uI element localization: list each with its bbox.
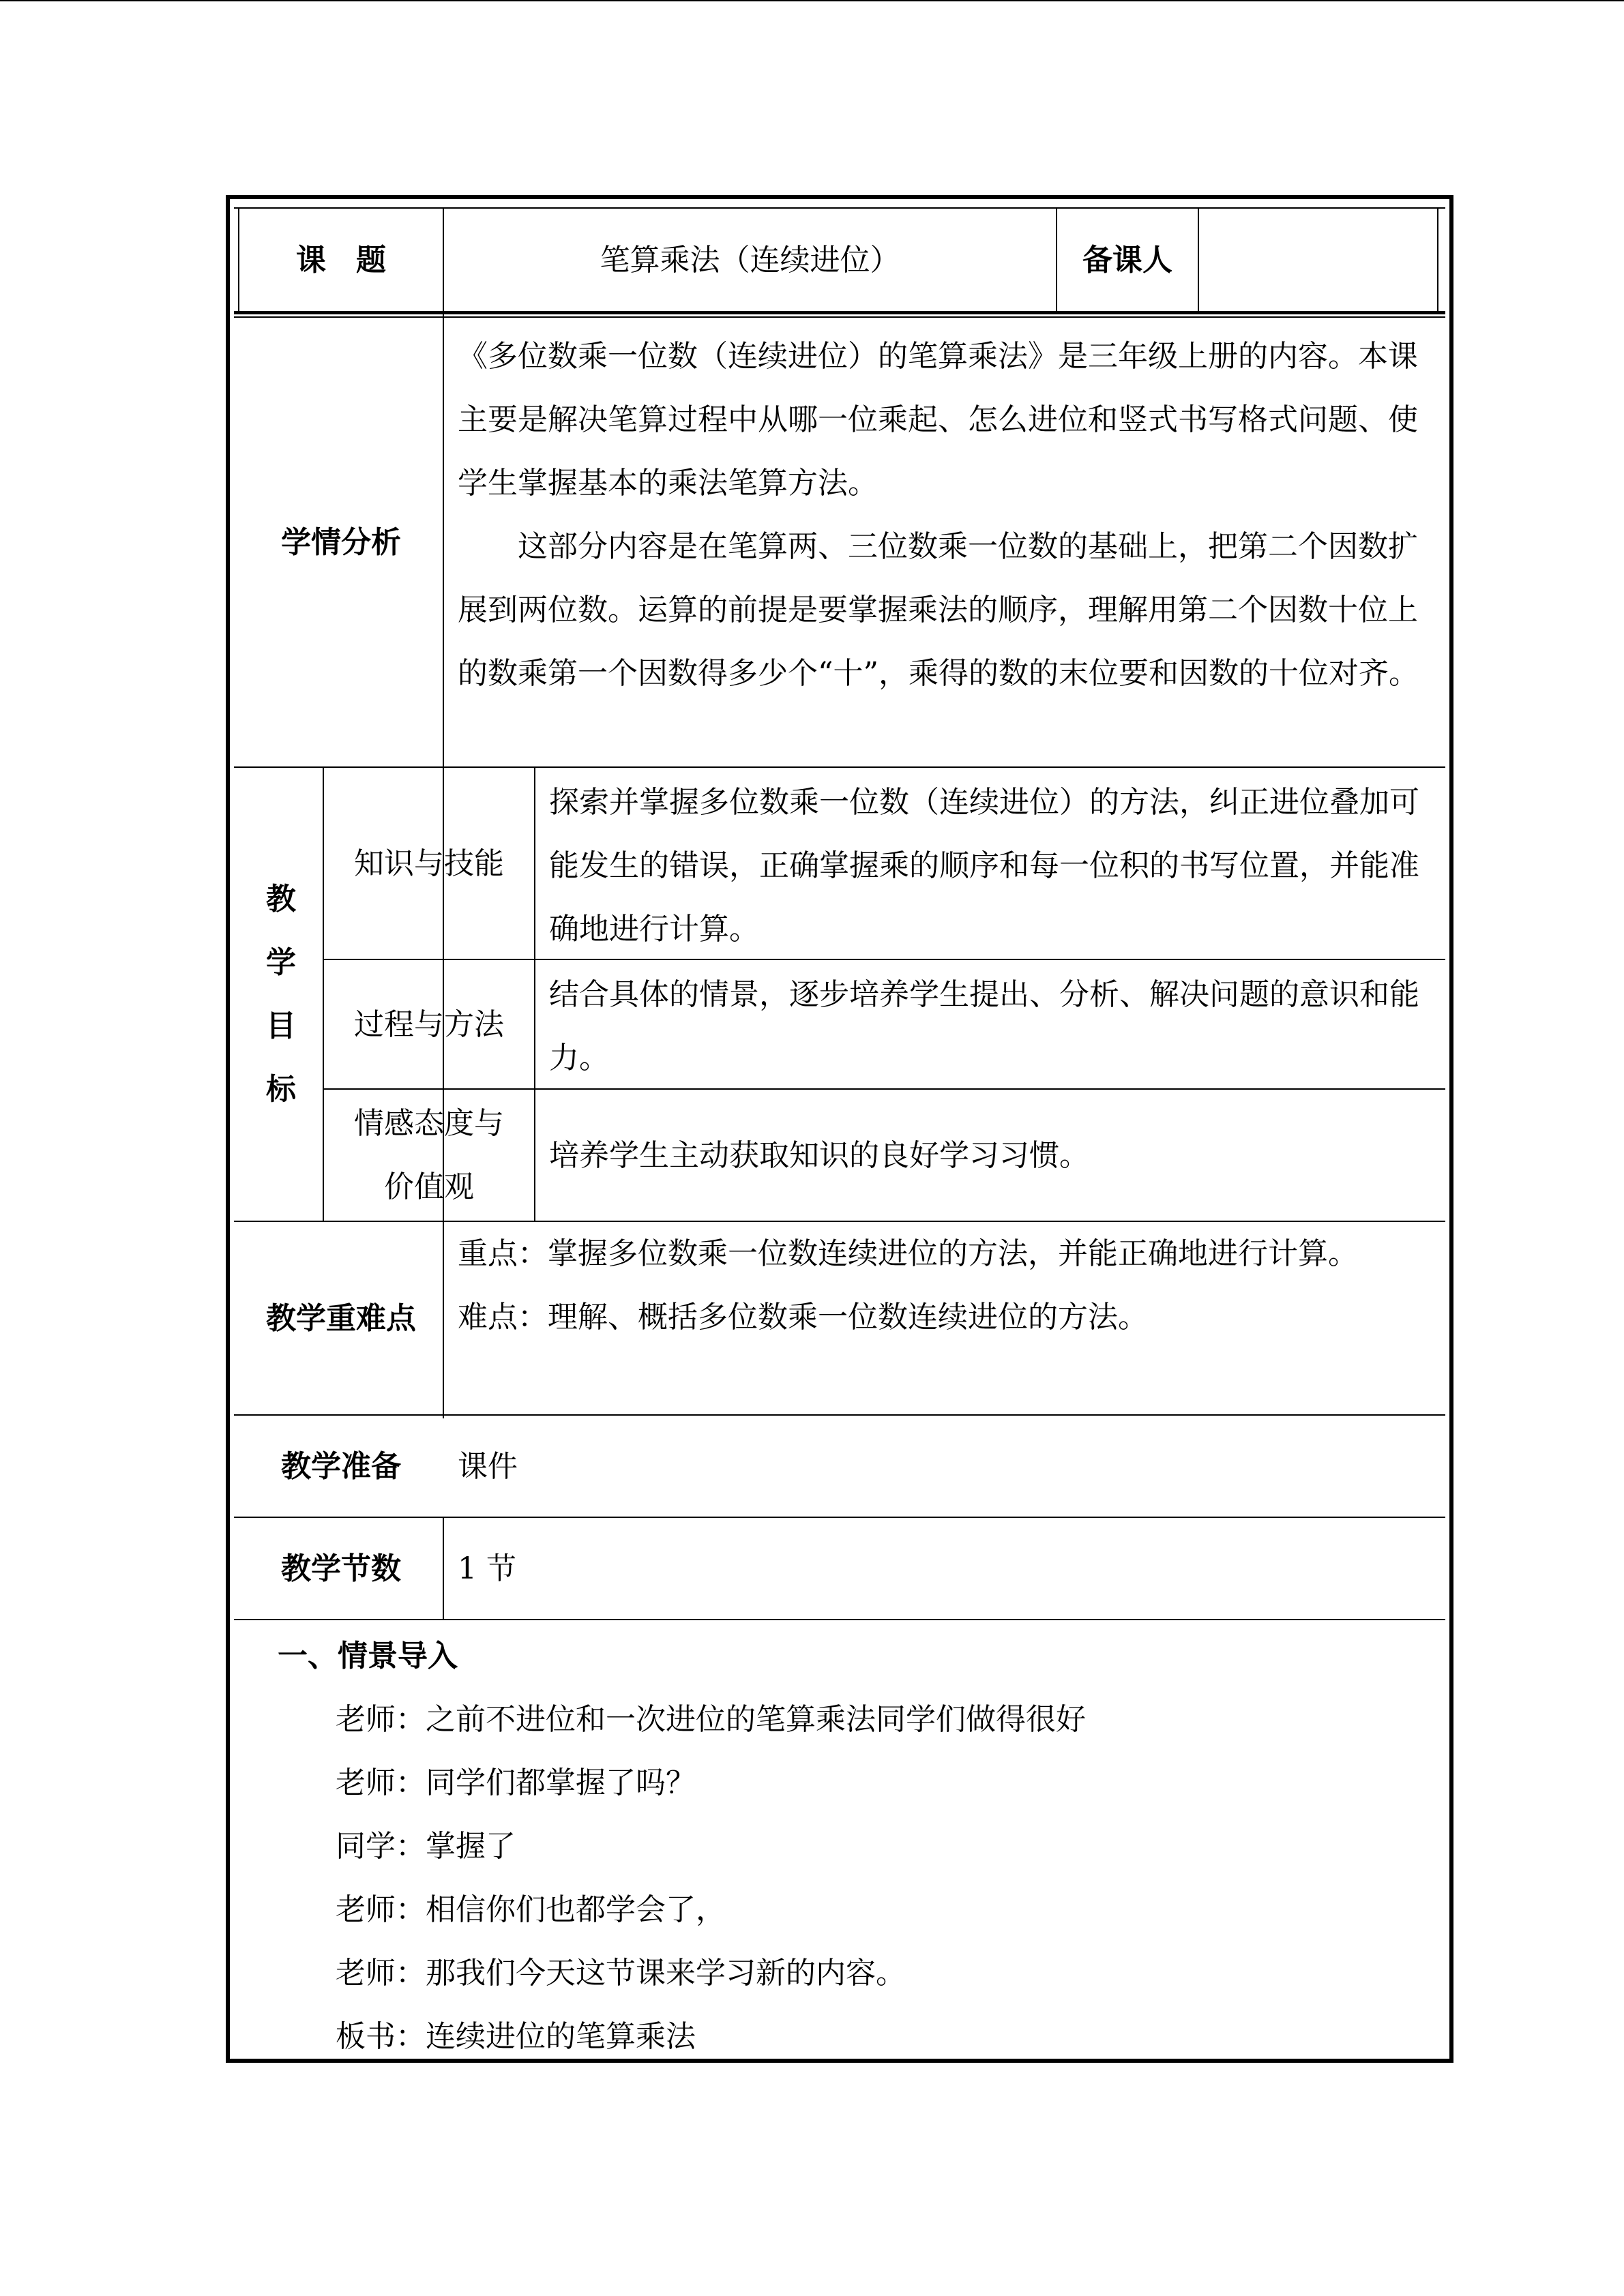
process-section	[278, 1624, 1423, 2054]
topic-value: 笔算乘法（连续进位）	[600, 242, 900, 278]
goals-label	[239, 768, 323, 1221]
analysis-content	[458, 325, 1426, 761]
header-inner-right-rule	[1437, 207, 1438, 314]
analysis-paragraph-2: 这部分内容是在笔算两、三位数乘一位数的基础上，把第二个因数扩展到两位数。运算的前提是要掌握乘法的顺序，理解用第二个因数十位上的数乘第一个因数得多少个“十”，乘得的数的末位要和因数的十位对齐。	[458, 529, 1419, 691]
preparation-label: 教学准备	[281, 1448, 401, 1484]
preparer-label: 备课人	[1082, 242, 1172, 278]
lesson-plan-table	[226, 195, 1453, 2063]
preparation-value: 课件	[458, 1448, 518, 1484]
goals-label-char-2: 学	[266, 945, 296, 980]
key-points-content	[458, 1222, 1426, 1414]
lessons-column-rule	[443, 1518, 444, 1619]
lessons-label: 教学节数	[281, 1551, 401, 1586]
lessons-value: 1 节	[458, 1551, 516, 1586]
goal-knowledge-label: 知识与技能	[354, 846, 504, 881]
process-line-2: 老师：同学们都掌握了吗？	[336, 1765, 696, 1800]
goal-knowledge-content: 探索并掌握多位数乘一位数（连续进位）的方法，纠正进位叠加可能发生的错误，正确掌握乘的顺序和每一位积的书写位置，并能准确地进行计算。	[549, 785, 1419, 946]
process-line-6: 板书：连续进位的笔算乘法	[336, 2019, 696, 2054]
key-point-focus: 重点：掌握多位数乘一位数连续进位的方法，并能正确地进行计算。	[458, 1236, 1358, 1271]
preparer-value	[1199, 209, 1437, 311]
goal-attitude-label-line-1: 情感态度与	[354, 1106, 504, 1141]
process-line-1: 老师：之前不进位和一次进位的笔算乘法同学们做得很好	[336, 1702, 1086, 1737]
page-top-rule	[0, 0, 1624, 1]
process-line-4: 老师：相信你们也都学会了，	[336, 1892, 726, 1927]
goals-content-rule	[534, 768, 535, 1221]
analysis-paragraph-1: 《多位数乘一位数（连续进位）的笔算乘法》是三年级上册的内容。本课主要是解决笔算过程中从哪一位乘起、怎么进位和竖式书写格式问题、使学生掌握基本的乘法笔算方法。	[458, 339, 1418, 501]
goal-attitude-label-line-2: 价值观	[384, 1169, 474, 1204]
topic-label: 课 题	[296, 242, 386, 278]
lessons-bottom-rule	[234, 1619, 1445, 1620]
process-line-5: 老师：那我们今天这节课来学习新的内容。	[336, 1956, 906, 1991]
process-section-title: 一、情景导入	[278, 1639, 458, 1673]
goals-label-char-3: 目	[266, 1009, 296, 1043]
goal-process-content: 结合具体的情景，逐步培养学生提出、分析、解决问题的意识和能力。	[549, 977, 1419, 1075]
process-line-3: 同学：掌握了	[336, 1829, 516, 1864]
analysis-label: 学情分析	[281, 524, 401, 560]
key-point-difficulty: 难点：理解、概括多位数乘一位数连续进位的方法。	[458, 1300, 1148, 1335]
key-points-label: 教学重难点	[266, 1300, 416, 1336]
goal-attitude-label	[324, 1090, 534, 1221]
goals-label-char-4: 标	[266, 1072, 296, 1107]
goal-attitude-content: 培养学生主动获取知识的良好学习习惯。	[549, 1137, 1089, 1173]
header-bottom-rule	[234, 311, 1445, 314]
goal-process-label: 过程与方法	[354, 1007, 504, 1042]
goals-label-char-1: 教	[266, 882, 296, 916]
